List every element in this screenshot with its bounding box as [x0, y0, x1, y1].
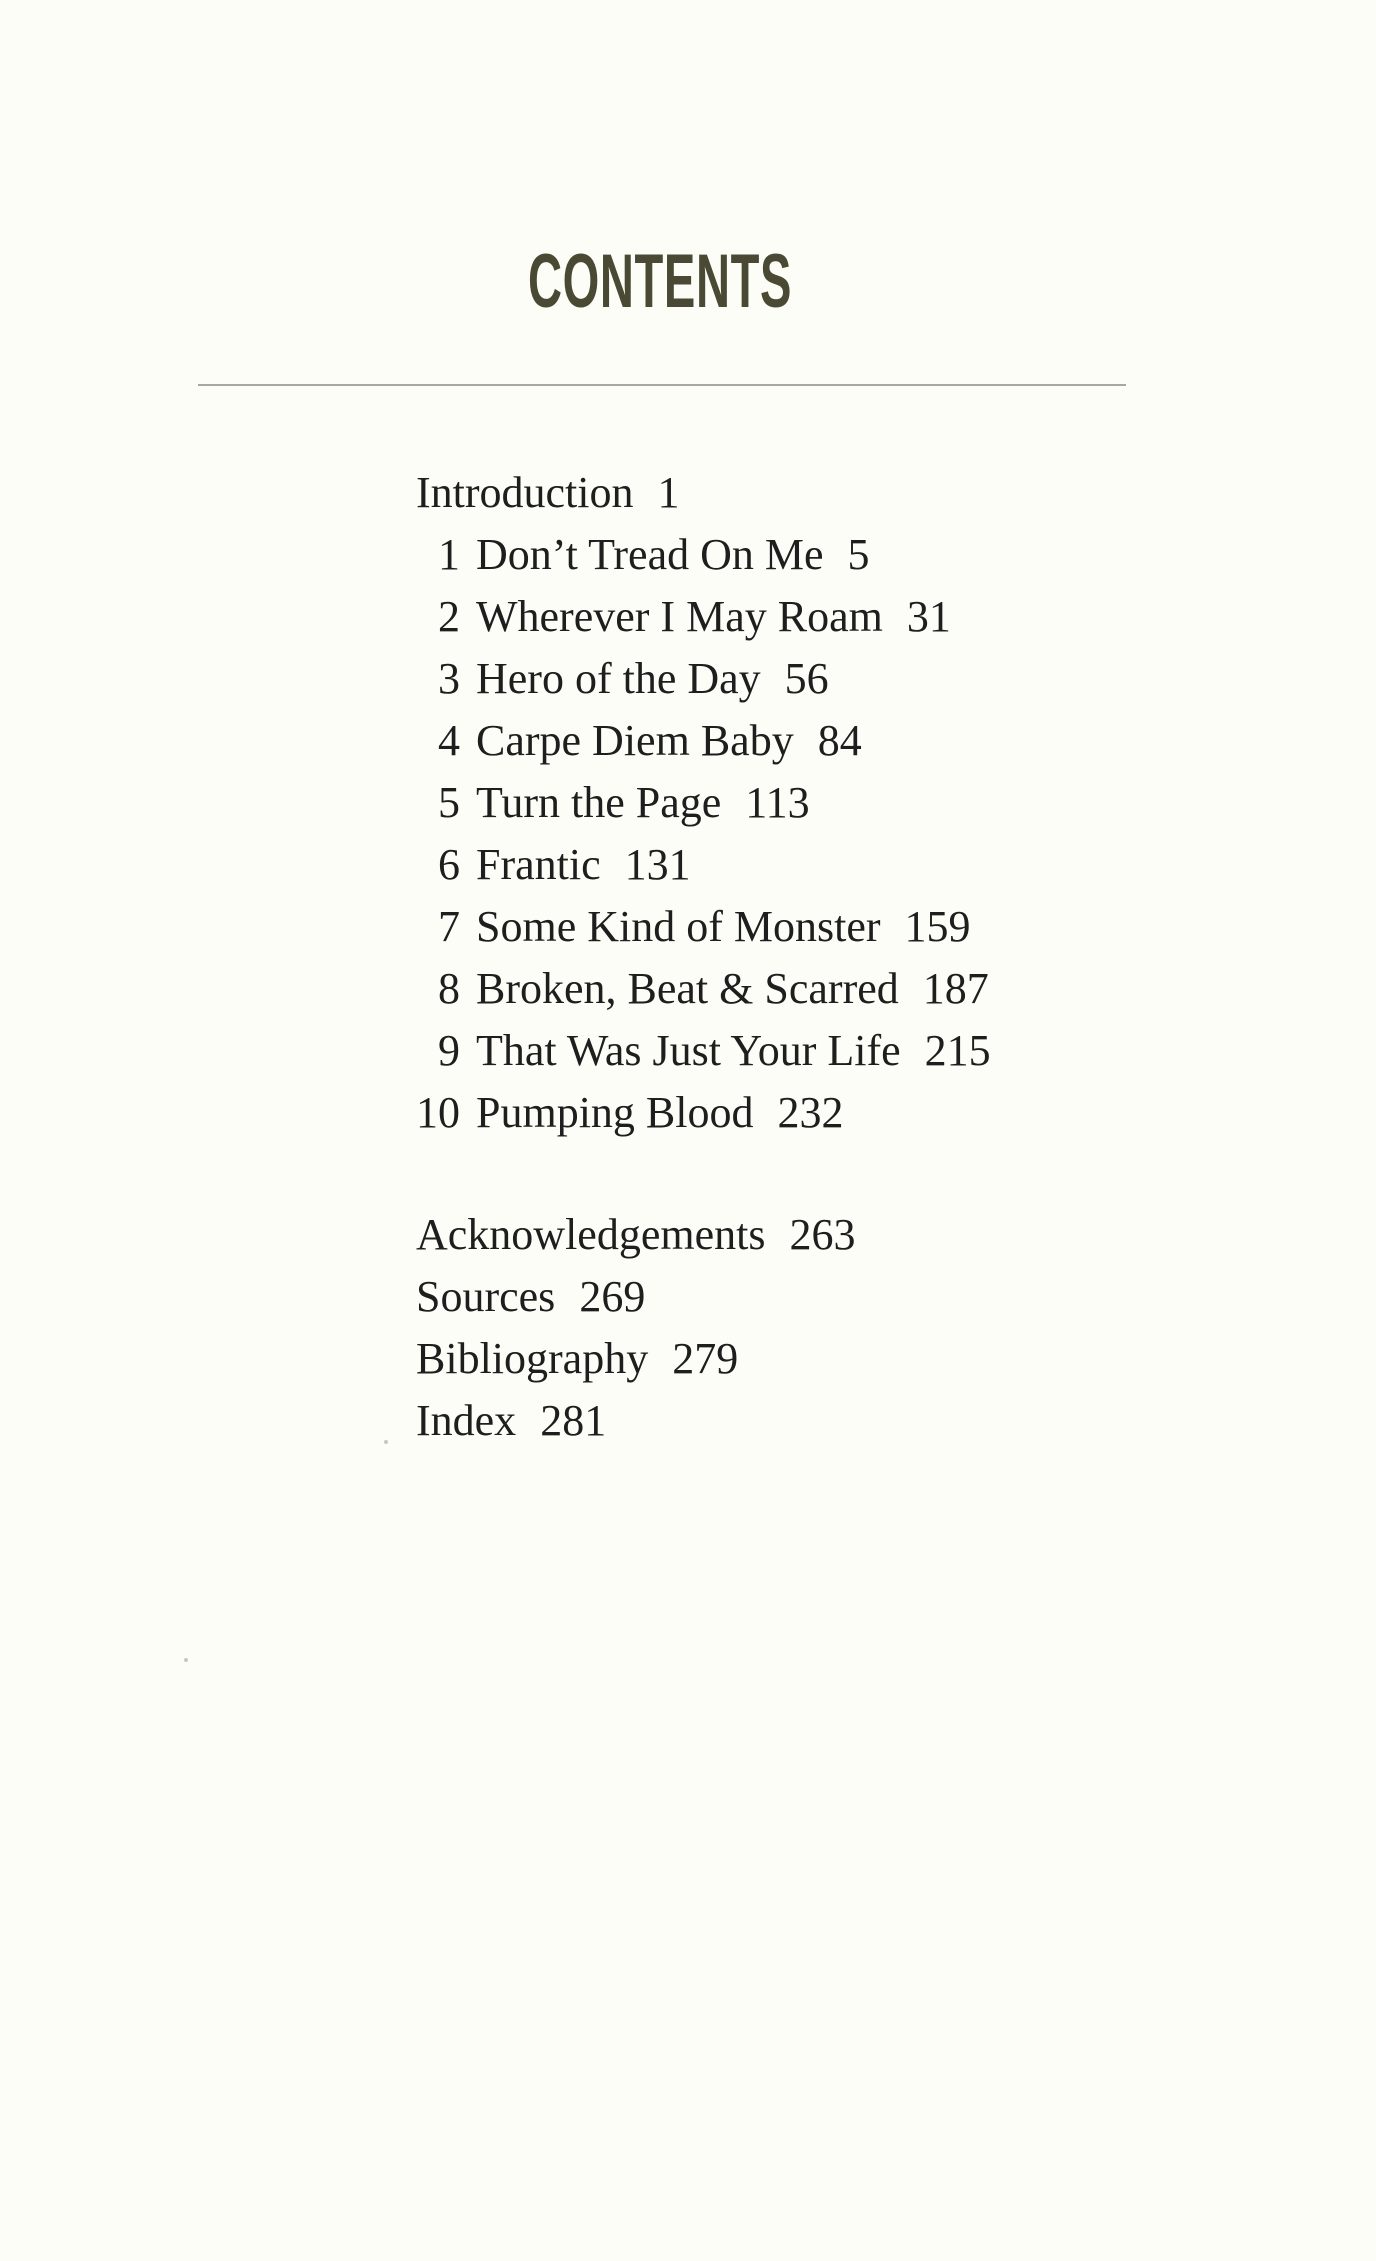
toc-entry-page: 1 [657, 468, 680, 517]
chapter-title: Pumping Blood [476, 1088, 754, 1137]
chapter-page: 215 [924, 1026, 991, 1075]
chapter-title: Some Kind of Monster [476, 902, 881, 951]
chapter-page: 159 [904, 902, 971, 951]
chapter-page: 56 [784, 654, 829, 703]
chapter-number: 4 [438, 716, 460, 765]
chapter-number: 6 [438, 840, 460, 889]
toc-entry-title: Bibliography [416, 1334, 649, 1383]
paper-speck [384, 1440, 388, 1444]
chapter-number: 1 [438, 530, 460, 579]
toc-entry-page: 281 [540, 1396, 607, 1445]
toc-entry-page: 279 [672, 1334, 739, 1383]
chapter-page: 131 [624, 840, 691, 889]
chapter-number: 8 [438, 964, 460, 1013]
toc-entry-title: Index [416, 1396, 517, 1445]
chapter-page: 187 [922, 964, 989, 1013]
chapter-page: 84 [817, 716, 862, 765]
chapter-title: Carpe Diem Baby [476, 716, 794, 765]
chapter-title: Hero of the Day [476, 654, 761, 703]
chapter-title: That Was Just Your Life [476, 1026, 901, 1075]
chapter-number: 10 [416, 1088, 460, 1137]
chapter-page: 113 [745, 778, 810, 827]
chapter-title: Turn the Page [476, 778, 722, 827]
paper-speck [184, 1658, 188, 1662]
chapter-page: 232 [777, 1088, 844, 1137]
chapter-number: 3 [438, 654, 460, 703]
toc-entry-page: 263 [789, 1210, 856, 1259]
chapter-number: 5 [438, 778, 460, 827]
page-title: CONTENTS [527, 239, 793, 324]
chapter-number: 2 [438, 592, 460, 641]
chapter-page: 5 [847, 530, 870, 579]
title-divider [198, 384, 1126, 386]
chapter-title: Wherever I May Roam [476, 592, 883, 641]
chapter-number: 7 [438, 902, 460, 951]
toc-entry-title: Sources [416, 1272, 556, 1321]
chapter-title: Broken, Beat & Scarred [476, 964, 899, 1013]
chapter-title: Don’t Tread On Me [476, 530, 824, 579]
chapter-number: 9 [438, 1026, 460, 1075]
toc-entry-title: Introduction [416, 468, 634, 517]
toc-entry-title: Acknowledgements [416, 1210, 766, 1259]
toc-entry-page: 269 [579, 1272, 646, 1321]
chapter-page: 31 [906, 592, 951, 641]
chapter-title: Frantic [476, 840, 601, 889]
